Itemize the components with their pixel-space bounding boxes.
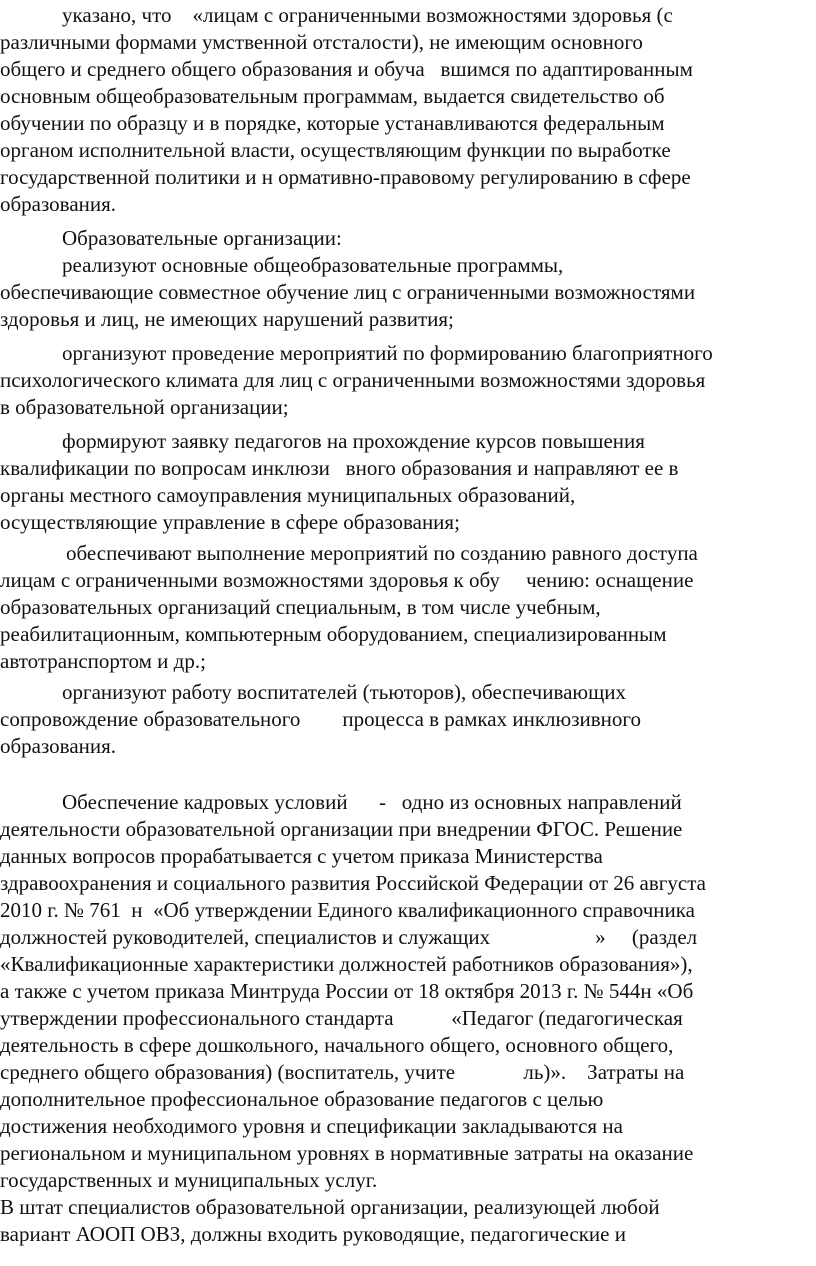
text-line: Обеспечение кадровых условий - одно из основных направлений [62,790,682,814]
text-line: осуществляющие управление в сфере образования; [0,510,460,534]
text-line: организуют проведение мероприятий по формированию благоприятного [62,341,713,365]
text-line: 2010 г. № 761 н «Об утверждении Единого квалификационного справочника [0,898,695,922]
text-line: вариант АООП ОВЗ, должны входить руководящие, педагогические и [0,1222,626,1246]
text-line: образования. [0,734,117,758]
text-line: дополнительное профессиональное образование педагогов с целью [0,1087,604,1111]
text-line: различными формами умственной отсталости), не имеющим основного [0,30,643,54]
text-line: Образовательные организации: [62,226,342,250]
text-line: реабилитационным, компьютерным оборудованием, специализированным [0,622,667,646]
text-line: указано, что «лицам с ограниченными возможностями здоровья (с [62,3,673,27]
text-line: региональном и муниципальном уровнях в нормативные затраты на оказание [0,1141,694,1165]
text-line: среднего общего образования) (воспитатель, учите ль)». Затраты на [0,1060,685,1084]
text-line: данных вопросов прорабатывается с учетом приказа Министерства [0,844,603,868]
text-line: сопровождение образовательного процесса в рамках инклюзивного [0,707,641,731]
text-line: обеспечивающие совместное обучение лиц с ограниченными возможностями [0,280,696,304]
text-line: реализуют основные общеобразовательные программы, [62,253,564,277]
text-line: в образовательной организации; [0,395,289,419]
text-line: деятельности образовательной организации при внедрении ФГОС. Решение [0,817,683,841]
text-line: обеспечивают выполнение мероприятий по созданию равного доступа [66,541,698,565]
text-line: квалификации по вопросам инклюзи вного образования и направляют ее в [0,456,679,480]
text-line: здоровья и лиц, не имеющих нарушений развития; [0,307,454,331]
text-line: «Квалификационные характеристики должностей работников образования»), [0,952,693,976]
text-line: основным общеобразовательным программам, выдается свидетельство об [0,84,665,108]
text-line: общего и среднего общего образования и обуча вшимся по адаптированным [0,57,693,81]
text-line: психологического климата для лиц с ограниченными возможностями здоровья [0,368,706,392]
text-line: В штат специалистов образовательной организации, реализующей любой [0,1195,660,1219]
text-line: государственной политики и н ормативно-правовому регулированию в сфере [0,165,691,189]
text-line: должностей руководителей, специалистов и служащих » (раздел [0,925,698,949]
text-line: здравоохранения и социального развития Российской Федерации от 26 августа [0,871,706,895]
text-line: обучении по образцу и в порядке, которые устанавливаются федеральным [0,111,665,135]
text-line: государственных и муниципальных услуг. [0,1168,378,1192]
text-line: лицам с ограниченными возможностями здоровья к обу чению: оснащение [0,568,694,592]
text-line: образовательных организаций специальным, в том числе учебным, [0,595,601,619]
text-line: образования. [0,192,117,216]
text-line: формируют заявку педагогов на прохождение курсов повышения [62,429,645,453]
text-line: деятельность в сфере дошкольного, начального общего, основного общего, [0,1033,674,1057]
text-line: а также с учетом приказа Минтруда России от 18 октября 2013 г. № 544н «Об [0,979,694,1003]
text-line: органом исполнительной власти, осуществляющим функции по выработке [0,138,671,162]
text-line: организуют работу воспитателей (тьюторов), обеспечивающих [62,680,627,704]
text-line: органы местного самоуправления муниципальных образований, [0,483,576,507]
text-line: утверждении профессионального стандарта «Педагог (педагогическая [0,1006,683,1030]
text-line: автотранспортом и др.; [0,649,206,673]
text-line: достижения необходимого уровня и спецификации закладываются на [0,1114,623,1138]
